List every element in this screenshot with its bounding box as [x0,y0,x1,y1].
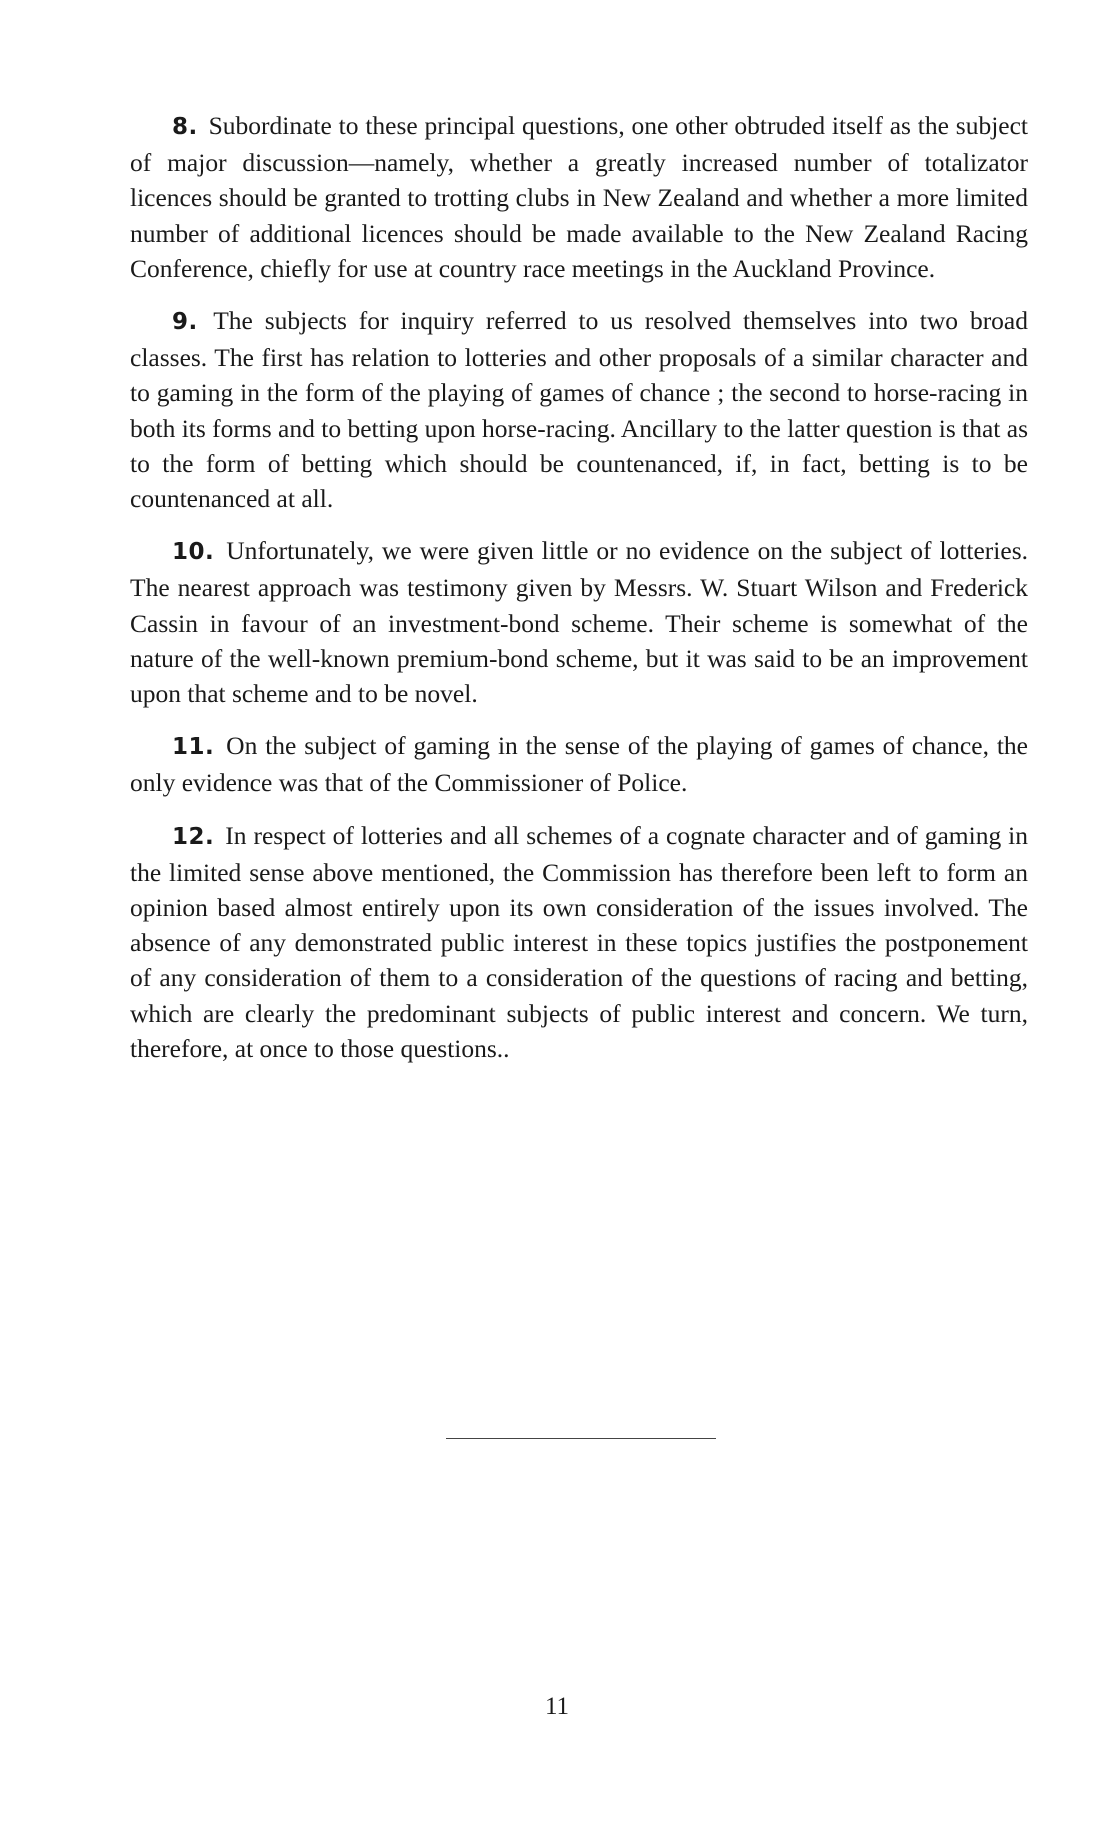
paragraph-8 [130,108,1028,286]
paragraph-number: 10. [172,539,215,566]
paragraph-number: 11. [172,734,215,761]
page-number: 11 [544,1693,570,1720]
paragraph-text: On the subject of gaming in the sense of the playing of games of chance, the only evidence was that of the Commissioner of Police. [130,731,1028,798]
paragraph-11 [130,728,1028,800]
paragraph-12 [130,818,1028,1066]
paragraph-number: 12. [172,823,215,850]
paragraph-text: In respect of lotteries and all schemes of a cognate character and of gaming in the limited sense above mentioned, the Commission has therefore been left to form an opinion based almost entirely upon its own consideration of the issues involved. The absence of any demonstrated public interest in these topics justifies the postponement of any consideration of them to a consideration of the questions of racing and betting, which are clearly the predominant subjects of public interest and concern. We turn, therefore, at once to those questions.. [130,820,1029,1063]
paragraph-number: 9. [172,309,198,336]
paragraph-text: Unfortunately, we were given little or no evidence on the subject of lotteries. The nearest approach was testimony given by Messrs. W. Stuart Wilson and Frederick Cassin in favour of an investment-bond scheme. Their scheme is somewhat of the nature of the well-known premium-bond scheme, but it was said to be an improvement upon that scheme and to be novel. [130,536,1029,709]
body-text [130,108,1028,1083]
paragraph-number: 8. [172,114,198,140]
paragraph-text: Subordinate to these principal questions, one other obtruded itself as the subject of major discussion—namely, whether a greatly increased number of totalizator licences should be granted to trotting clubs in New Zealand and whether a more limited number of additional licences should be made available to the New Zealand Racing Conference, chiefly for use at country race meetings in the Auckland Province. [130,111,1029,283]
paragraph-9 [130,303,1028,516]
section-divider-rule [446,1438,716,1439]
paragraph-10 [130,533,1028,711]
paragraph-text: The subjects for inquiry referred to us resolved themselves into two broad classes. The first has relation to lotteries and other proposals of a similar character and to gaming in the form of the playing of games of chance ; the second to horse-racing in both its forms and to betting upon horse-racing. Ancillary to the latter question is that as to the form of betting which should be countenanced, if, in fact, betting is to be countenanced at all. [130,306,1028,514]
